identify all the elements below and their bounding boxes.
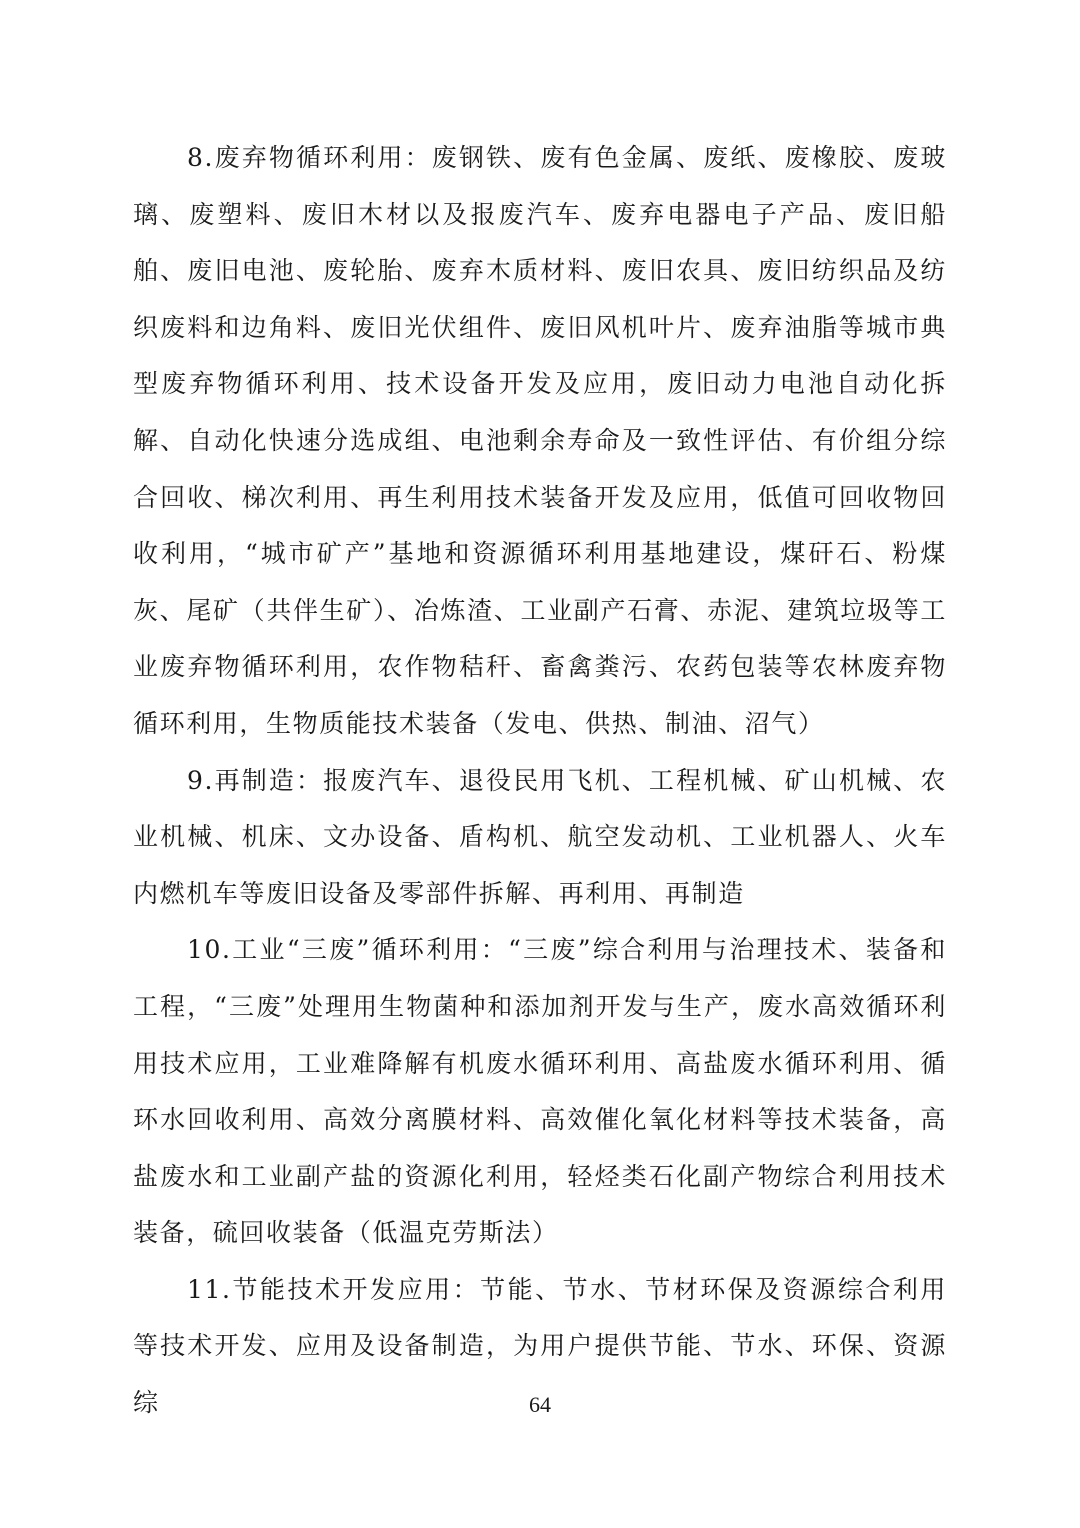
paragraph-waste-recycling: 8.废弃物循环利用：废钢铁、废有色金属、废纸、废橡胶、废玻璃、废塑料、废旧木材以及报废汽车、废弃电器电子产品、废旧船舶、废旧电池、废轮胎、废弃木质材料、废旧农具、废旧纺织品及纺织废料和边角料、废旧光伏组件、废旧风机叶片、废弃油脂等城市典型废弃物循环利用、技术设备开发及应用，废旧动力电池自动化拆解、自动化快速分选成组、电池剩余寿命及一致性评估、有价组分综合回收、梯次利用、再生利用技术装备开发及应用，低值可回收物回收利用，“城市矿产”基地和资源循环利用基地建设，煤矸石、粉煤灰、尾矿（共伴生矿）、冶炼渣、工业副产石膏、赤泥、建筑垃圾等工业废弃物循环利用，农作物秸秆、畜禽粪污、农药包装等农林废弃物循环利用，生物质能技术装备（发电、供热、制油、沼气） bbox=[133, 143, 947, 738]
paragraph-industrial-three-wastes: 10.工业“三废”循环利用：“三废”综合利用与治理技术、装备和工程，“三废”处理用生物菌种和添加剂开发与生产，废水高效循环利用技术应用，工业难降解有机废水循环利用、高盐废水循环利用、循环水回收利用、高效分离膜材料、高效催化氧化材料等技术装备，高盐废水和工业副产盐的资源化利用，轻烃类石化副产物综合利用技术装备，硫回收装备（低温克劳斯法） bbox=[133, 935, 947, 1248]
paragraph-remanufacturing: 9.再制造：报废汽车、退役民用飞机、工程机械、矿山机械、农业机械、机床、文办设备、盾构机、航空发动机、工业机器人、火车内燃机车等废旧设备及零部件拆解、再利用、再制造 bbox=[133, 765, 947, 908]
page-number: 64 bbox=[529, 1392, 551, 1417]
paragraph-energy-saving-tech: 11.节能技术开发应用：节能、节水、节材环保及资源综合利用等技术开发、应用及设备制造，为用户提供节能、节水、环保、资源综 bbox=[133, 1274, 947, 1418]
document-body bbox=[133, 130, 947, 1432]
